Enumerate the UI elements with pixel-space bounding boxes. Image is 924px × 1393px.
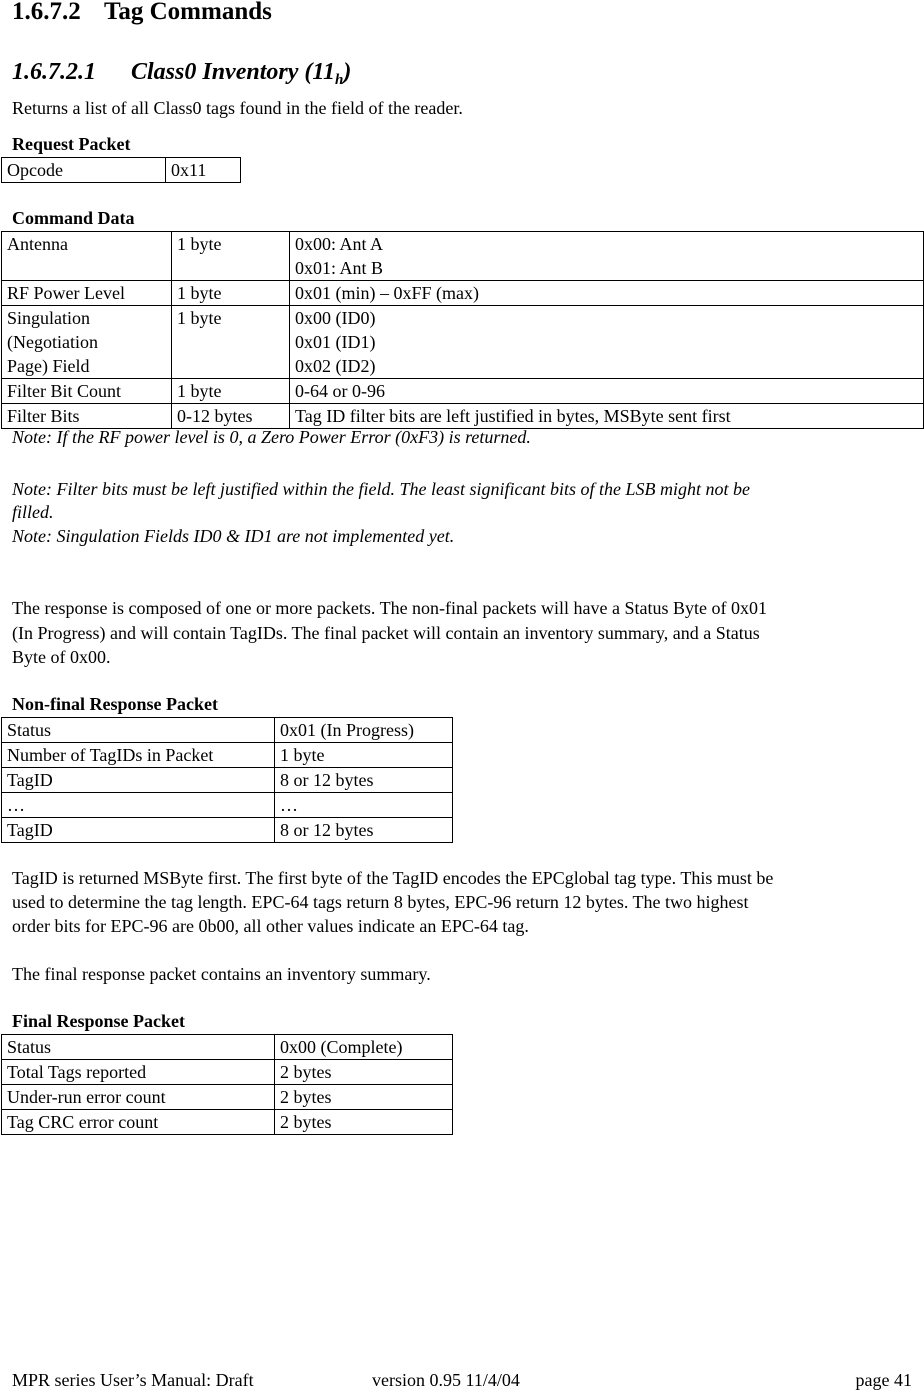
- section-heading: [12, 0, 272, 26]
- table-row: [2, 306, 924, 379]
- cell-line: Page) Field: [7, 356, 90, 376]
- request-packet-table: [1, 157, 241, 183]
- cell-line: Antenna: [7, 234, 68, 254]
- note-line: filled.: [12, 502, 54, 522]
- table-cell: Number of TagIDs in Packet: [2, 743, 275, 768]
- table-row: [2, 818, 453, 843]
- table-cell: TagID: [2, 818, 275, 843]
- table-cell: 0x01 (In Progress): [275, 718, 453, 743]
- subsection-title-close: ): [343, 59, 352, 85]
- cell-line: 0x00 (ID0): [295, 308, 376, 328]
- table-cell: 1 byte: [172, 281, 290, 306]
- table-cell: 2 bytes: [275, 1110, 453, 1135]
- note-line: Note: If the RF power level is 0, a Zero Power Error (0xF3) is returned.: [12, 427, 531, 447]
- command-data-table: [1, 231, 924, 429]
- table-cell: 1 byte: [172, 379, 290, 404]
- table-cell: Opcode: [2, 158, 166, 183]
- table-cell: [290, 379, 924, 404]
- table-cell: 0x00 (Complete): [275, 1035, 453, 1060]
- table-cell: …: [2, 793, 275, 818]
- cell-line: RF Power Level: [7, 283, 125, 303]
- response-paragraph-line: Byte of 0x00.: [12, 647, 111, 667]
- command-data-label: Command Data: [12, 208, 135, 228]
- table-row: [2, 379, 924, 404]
- cell-line: Filter Bits: [7, 406, 80, 426]
- table-cell: Under-run error count: [2, 1085, 275, 1110]
- tagid-paragraph-line: order bits for EPC-96 are 0b00, all other values indicate an EPC-64 tag.: [12, 916, 529, 936]
- final-packet-table: [1, 1034, 453, 1135]
- cell-line: 0x01 (min) – 0xFF (max): [295, 283, 479, 303]
- request-packet-label: Request Packet: [12, 134, 131, 154]
- table-cell: 1 byte: [172, 306, 290, 379]
- table-cell: 0x11: [166, 158, 241, 183]
- table-cell: 8 or 12 bytes: [275, 768, 453, 793]
- final-intro-text: The final response packet contains an inventory summary.: [12, 964, 431, 984]
- table-cell: 2 bytes: [275, 1060, 453, 1085]
- table-cell: [290, 281, 924, 306]
- cell-line: 0x01: Ant B: [295, 258, 384, 278]
- table-row: [2, 793, 453, 818]
- table-row: [2, 158, 241, 183]
- table-row: [2, 1110, 453, 1135]
- table-cell: 1 byte: [172, 232, 290, 281]
- table-row: [2, 1085, 453, 1110]
- footer-title: MPR series User’s Manual: Draft: [12, 1370, 254, 1390]
- response-paragraph-line: The response is composed of one or more packets. The non-final packets will have a Status Byte of 0x01: [12, 598, 767, 618]
- tagid-paragraph-line: TagID is returned MSByte first. The first byte of the TagID encodes the EPCglobal tag type. This must be: [12, 868, 774, 888]
- section-number: 1.6.7.2: [12, 0, 81, 25]
- table-cell: [2, 379, 172, 404]
- nonfinal-packet-label: Non-final Response Packet: [12, 694, 218, 714]
- table-cell: [290, 306, 924, 379]
- tagid-paragraph-line: used to determine the tag length. EPC-64 tags return 8 bytes, EPC-96 return 12 bytes. The two highest: [12, 892, 749, 912]
- note-line: Note: Filter bits must be left justified within the field. The least significant bits of the LSB might not be: [12, 479, 750, 499]
- table-cell: [2, 306, 172, 379]
- nonfinal-packet-table: [1, 717, 453, 843]
- table-cell: Total Tags reported: [2, 1060, 275, 1085]
- table-cell: 8 or 12 bytes: [275, 818, 453, 843]
- table-row: [2, 1060, 453, 1085]
- cell-line: 0x01 (ID1): [295, 332, 376, 352]
- footer-page-number: page 41: [855, 1370, 912, 1390]
- cell-line: Tag ID filter bits are left justified in bytes, MSByte sent first: [295, 406, 731, 426]
- table-cell: 0-12 bytes: [172, 404, 290, 429]
- table-cell: [290, 232, 924, 281]
- table-row: [2, 718, 453, 743]
- final-packet-label: Final Response Packet: [12, 1011, 185, 1031]
- cell-line: Filter Bit Count: [7, 381, 122, 401]
- note-line: Note: Singulation Fields ID0 & ID1 are not implemented yet.: [12, 526, 455, 546]
- table-cell: [2, 232, 172, 281]
- table-cell: Status: [2, 718, 275, 743]
- table-cell: TagID: [2, 768, 275, 793]
- table-row: [2, 281, 924, 306]
- cell-line: 0-64 or 0-96: [295, 381, 385, 401]
- response-paragraph-line: (In Progress) and will contain TagIDs. The final packet will contain an inventory summary, and a Status: [12, 623, 760, 643]
- table-cell: Status: [2, 1035, 275, 1060]
- table-row: [2, 768, 453, 793]
- table-cell: 2 bytes: [275, 1085, 453, 1110]
- table-cell: 1 byte: [275, 743, 453, 768]
- cell-line: (Negotiation: [7, 332, 98, 352]
- cell-line: 0x00: Ant A: [295, 234, 384, 254]
- table-cell: [2, 281, 172, 306]
- subsection-heading: [12, 59, 351, 89]
- section-title: Tag Commands: [104, 0, 272, 25]
- table-cell: …: [275, 793, 453, 818]
- table-row: [2, 743, 453, 768]
- subsection-title-subscript: h: [335, 72, 344, 88]
- footer-version: version 0.95 11/4/04: [372, 1370, 520, 1390]
- cell-line: 0x02 (ID2): [295, 356, 376, 376]
- table-cell: Tag CRC error count: [2, 1110, 275, 1135]
- table-row: [2, 232, 924, 281]
- subsection-title: Class0 Inventory (11: [131, 59, 336, 85]
- cell-line: Singulation: [7, 308, 91, 328]
- table-row: [2, 1035, 453, 1060]
- subsection-number: 1.6.7.2.1: [12, 59, 96, 85]
- intro-text: Returns a list of all Class0 tags found in the field of the reader.: [12, 98, 463, 118]
